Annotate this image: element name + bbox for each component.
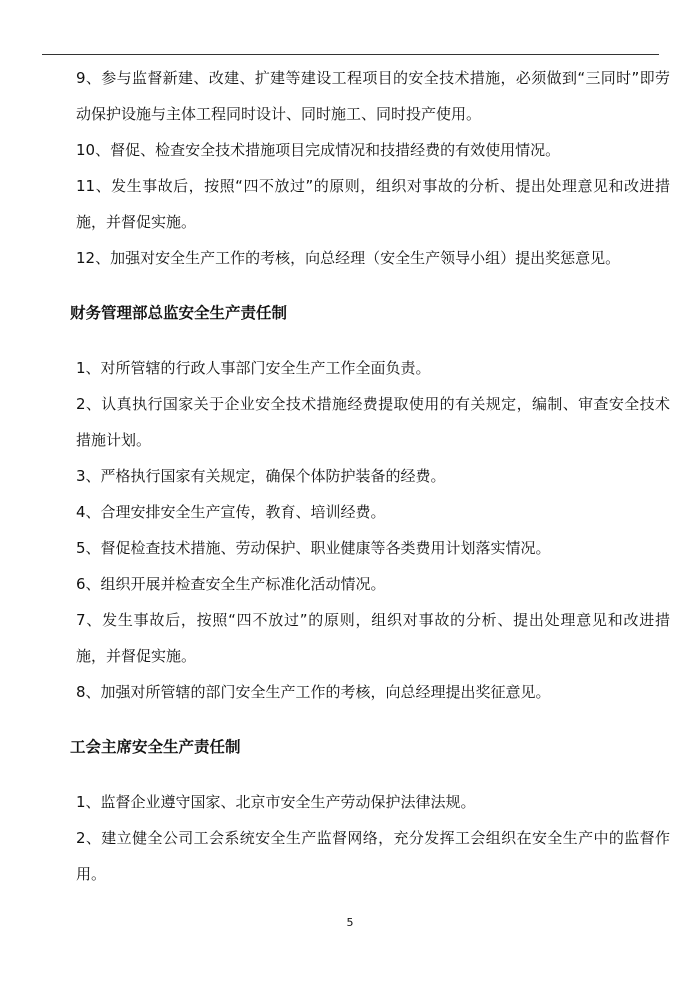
paragraph: 7、发生事故后，按照“四不放过”的原则，组织对事故的分析、提出处理意见和改进措施，并督促实施。 xyxy=(76,611,670,665)
paragraph: 1、对所管辖的行政人事部门安全生产工作全面负责。 xyxy=(76,359,431,377)
paragraph: 2、认真执行国家关于企业安全技术措施经费提取使用的有关规定，编制、审查安全技术措施计划。 xyxy=(76,395,670,449)
section-heading: 财务管理部总监安全生产责任制 xyxy=(70,304,288,322)
paragraph: 5、督促检查技术措施、劳动保护、职业健康等各类费用计划落实情况。 xyxy=(76,539,551,557)
section-heading: 工会主席安全生产责任制 xyxy=(70,738,241,756)
section-gap xyxy=(76,710,670,729)
paragraph: 4、合理安排安全生产宣传，教育、培训经费。 xyxy=(76,503,386,521)
paragraph: 12、加强对安全生产工作的考核，向总经理（安全生产领导小组）提出奖惩意见。 xyxy=(76,249,621,267)
paragraph: 1、监督企业遵守国家、北京市安全生产劳动保护法律法规。 xyxy=(76,793,476,811)
paragraph: 8、加强对所管辖的部门安全生产工作的考核，向总经理提出奖征意见。 xyxy=(76,683,551,701)
section-gap xyxy=(76,331,670,350)
paragraph: 11、发生事故后，按照“四不放过”的原则，组织对事故的分析、提出处理意见和改进措施，并督促实施。 xyxy=(76,177,670,231)
page-content xyxy=(70,60,670,892)
header-rule xyxy=(42,54,659,55)
paragraph: 2、建立健全公司工会系统安全生产监督网络，充分发挥工会组织在安全生产中的监督作用。 xyxy=(76,829,670,883)
paragraph: 9、参与监督新建、改建、扩建等建设工程项目的安全技术措施，必须做到“三同时”即劳动保护设施与主体工程同时设计、同时施工、同时投产使用。 xyxy=(76,69,670,123)
section-gap xyxy=(76,276,670,295)
paragraph: 6、组织开展并检查安全生产标准化活动情况。 xyxy=(76,575,386,593)
paragraph: 10、督促、检查安全技术措施项目完成情况和技措经费的有效使用情况。 xyxy=(76,141,561,159)
section-gap xyxy=(76,765,670,784)
paragraph: 3、严格执行国家有关规定，确保个体防护装备的经费。 xyxy=(76,467,446,485)
page-number: 5 xyxy=(346,916,354,929)
